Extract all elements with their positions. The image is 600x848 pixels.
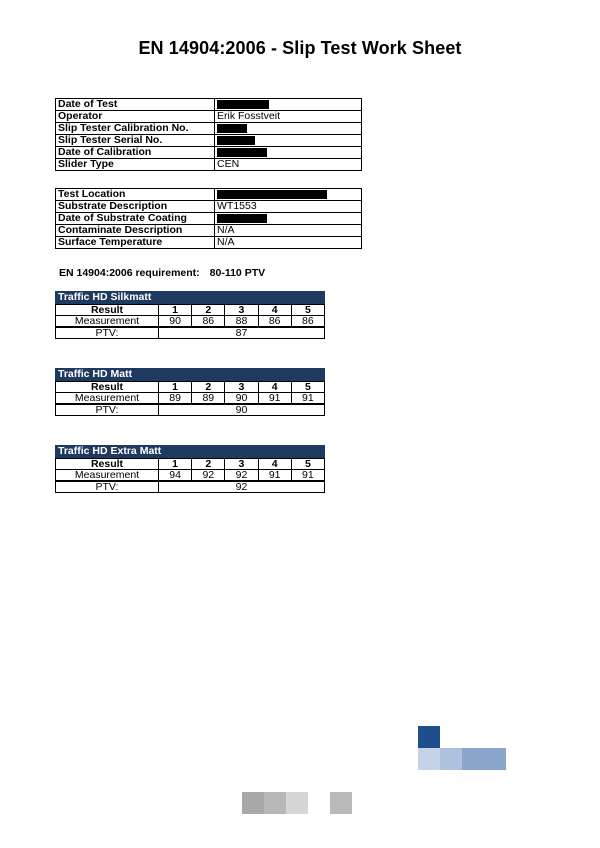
result-table [55,381,325,404]
info-label: Test Location [56,189,215,201]
info-value [215,147,362,159]
info-value: WT1553 [215,201,362,213]
header-cell: 2 [192,305,225,316]
location-info-table [55,188,362,249]
result-block [55,291,325,339]
result-block [55,368,325,416]
info-row [56,189,362,201]
header-cell: 1 [159,382,192,393]
info-label: Surface Temperature [56,237,215,249]
measurement-label: Measurement [56,316,159,327]
measurement-cell: 90 [225,393,258,404]
info-label: Slider Type [56,159,215,171]
measurement-label: Measurement [56,470,159,481]
measurement-cell: 91 [258,393,291,404]
measurement-row [56,316,325,327]
header-cell: 2 [192,459,225,470]
result-block [55,445,325,493]
measurement-row [56,393,325,404]
info-row [56,201,362,213]
info-value: N/A [215,225,362,237]
ptv-label: PTV: [56,328,159,339]
result-title: Traffic HD Matt [55,368,325,381]
header-cell: 2 [192,382,225,393]
header-cell: 5 [291,305,324,316]
header-cell: Result [56,305,159,316]
measurement-cell: 91 [291,393,324,404]
redacted-block [217,124,247,133]
info-row [56,99,362,111]
footer-square [286,792,308,814]
info-row [56,147,362,159]
result-table [55,304,325,327]
measurement-row [56,470,325,481]
measurement-cell: 91 [258,470,291,481]
header-cell: Result [56,459,159,470]
ptv-row [56,405,325,416]
ptv-table [55,327,325,339]
measurement-cell: 89 [159,393,192,404]
header-cell: 4 [258,459,291,470]
redacted-block [217,190,327,199]
ptv-table [55,481,325,493]
info-value [215,189,362,201]
ptv-label: PTV: [56,482,159,493]
info-row [56,213,362,225]
measurement-cell: 88 [225,316,258,327]
info-value: N/A [215,237,362,249]
header-cell: 4 [258,305,291,316]
footer-square [330,792,352,814]
header-cell: 1 [159,305,192,316]
measurement-cell: 90 [159,316,192,327]
redacted-block [217,214,267,223]
measurement-cell: 86 [291,316,324,327]
result-title: Traffic HD Silkmatt [55,291,325,304]
info-label: Slip Tester Calibration No. [56,123,215,135]
info-label: Slip Tester Serial No. [56,135,215,147]
ptv-row [56,328,325,339]
ptv-label: PTV: [56,405,159,416]
header-cell: 1 [159,459,192,470]
info-label: Contaminate Description [56,225,215,237]
header-cell: 5 [291,459,324,470]
info-row [56,135,362,147]
requirement-line [59,267,265,279]
page-title: EN 14904:2006 - Slip Test Work Sheet [138,38,462,58]
ptv-value: 87 [159,328,325,339]
measurement-label: Measurement [56,393,159,404]
info-value: CEN [215,159,362,171]
measurement-cell: 89 [192,393,225,404]
footer-square [264,792,286,814]
result-header-row [56,382,325,393]
info-label: Date of Test [56,99,215,111]
info-label: Operator [56,111,215,123]
info-row [56,111,362,123]
info-label: Substrate Description [56,201,215,213]
result-title: Traffic HD Extra Matt [55,445,325,458]
redacted-block [217,148,267,157]
requirement-value: 80-110 PTV [209,267,266,279]
measurement-cell: 94 [159,470,192,481]
ptv-value: 90 [159,405,325,416]
logo-square [418,748,440,770]
test-info-table [55,98,362,171]
footer-square [242,792,264,814]
info-row [56,225,362,237]
logo-square [462,748,506,770]
result-header-row [56,305,325,316]
header-cell: Result [56,382,159,393]
result-table [55,458,325,481]
measurement-cell: 92 [192,470,225,481]
logo-square [418,726,440,748]
info-value [215,123,362,135]
info-label: Date of Substrate Coating [56,213,215,225]
measurement-cell: 91 [291,470,324,481]
info-value: Erik Fosstveit [215,111,362,123]
info-row [56,237,362,249]
header-cell: 3 [225,382,258,393]
header-cell: 5 [291,382,324,393]
redacted-block [217,136,255,145]
header-cell: 3 [225,305,258,316]
ptv-row [56,482,325,493]
info-value [215,99,362,111]
measurement-cell: 86 [192,316,225,327]
ptv-table [55,404,325,416]
result-header-row [56,459,325,470]
redacted-block [217,100,269,109]
measurement-cell: 92 [225,470,258,481]
header-cell: 3 [225,459,258,470]
info-row [56,159,362,171]
header-cell: 4 [258,382,291,393]
info-value [215,213,362,225]
measurement-cell: 86 [258,316,291,327]
logo-square [440,748,462,770]
info-label: Date of Calibration [56,147,215,159]
ptv-value: 92 [159,482,325,493]
requirement-label: EN 14904:2006 requirement: [59,267,200,279]
info-row [56,123,362,135]
info-value [215,135,362,147]
